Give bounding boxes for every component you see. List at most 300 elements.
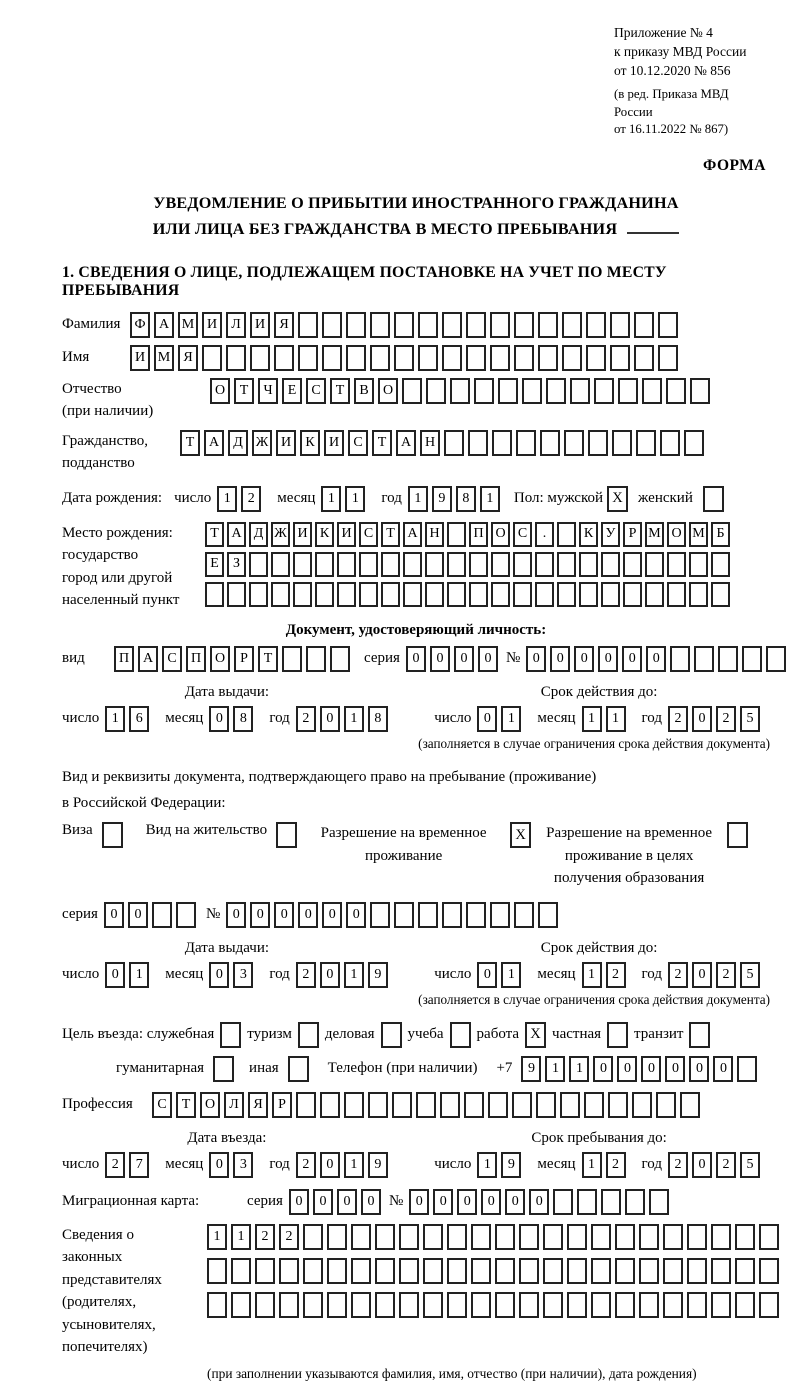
char-box[interactable] xyxy=(538,312,558,338)
char-box[interactable]: Ж xyxy=(271,522,290,547)
char-box[interactable]: А xyxy=(396,430,416,456)
char-box[interactable] xyxy=(337,552,356,577)
char-box[interactable] xyxy=(327,1292,347,1318)
char-box[interactable] xyxy=(519,1258,539,1284)
char-box[interactable] xyxy=(255,1292,275,1318)
char-box[interactable] xyxy=(579,552,598,577)
char-box[interactable] xyxy=(447,1224,467,1250)
char-box[interactable] xyxy=(623,552,642,577)
char-box[interactable]: 1 xyxy=(344,706,364,732)
char-box[interactable]: А xyxy=(403,522,422,547)
char-box[interactable]: 2 xyxy=(296,962,316,988)
char-box[interactable] xyxy=(689,552,708,577)
char-box[interactable]: М xyxy=(689,522,708,547)
char-box[interactable]: 1 xyxy=(582,1152,602,1178)
char-box[interactable]: 0 xyxy=(454,646,474,672)
char-box[interactable] xyxy=(351,1292,371,1318)
sex-female-checkbox[interactable] xyxy=(703,486,724,512)
char-box[interactable]: Р xyxy=(272,1092,292,1118)
char-box[interactable] xyxy=(447,582,466,607)
char-box[interactable] xyxy=(359,582,378,607)
char-box[interactable] xyxy=(399,1224,419,1250)
char-box[interactable]: 1 xyxy=(480,486,500,512)
char-box[interactable]: 2 xyxy=(255,1224,275,1250)
char-box[interactable] xyxy=(202,345,222,371)
char-box[interactable]: И xyxy=(202,312,222,338)
char-box[interactable]: 0 xyxy=(320,962,340,988)
char-box[interactable] xyxy=(474,378,494,404)
char-box[interactable]: Л xyxy=(224,1092,244,1118)
char-box[interactable]: П xyxy=(186,646,206,672)
char-box[interactable]: 1 xyxy=(545,1056,565,1082)
char-box[interactable] xyxy=(226,345,246,371)
char-box[interactable] xyxy=(293,582,312,607)
char-box[interactable] xyxy=(519,1224,539,1250)
char-box[interactable] xyxy=(567,1224,587,1250)
char-box[interactable]: З xyxy=(227,552,246,577)
char-box[interactable]: Л xyxy=(226,312,246,338)
char-box[interactable] xyxy=(645,552,664,577)
char-box[interactable]: 0 xyxy=(298,902,318,928)
char-box[interactable] xyxy=(577,1189,597,1215)
char-box[interactable] xyxy=(375,1224,395,1250)
char-box[interactable] xyxy=(315,552,334,577)
char-box[interactable] xyxy=(271,582,290,607)
char-box[interactable] xyxy=(495,1292,515,1318)
char-box[interactable] xyxy=(689,582,708,607)
char-box[interactable] xyxy=(667,552,686,577)
char-box[interactable]: Р xyxy=(234,646,254,672)
char-box[interactable] xyxy=(403,582,422,607)
char-box[interactable] xyxy=(514,902,534,928)
char-box[interactable] xyxy=(564,430,584,456)
char-box[interactable] xyxy=(176,902,196,928)
char-box[interactable]: 2 xyxy=(241,486,261,512)
char-box[interactable]: 5 xyxy=(740,1152,760,1178)
char-box[interactable] xyxy=(394,345,414,371)
char-box[interactable] xyxy=(351,1224,371,1250)
char-box[interactable]: 0 xyxy=(713,1056,733,1082)
char-box[interactable] xyxy=(303,1292,323,1318)
char-box[interactable]: О xyxy=(378,378,398,404)
char-box[interactable] xyxy=(471,1224,491,1250)
char-box[interactable] xyxy=(759,1224,779,1250)
char-box[interactable] xyxy=(557,522,576,547)
char-box[interactable] xyxy=(440,1092,460,1118)
char-box[interactable]: Т xyxy=(234,378,254,404)
char-box[interactable] xyxy=(610,345,630,371)
char-box[interactable] xyxy=(557,552,576,577)
char-box[interactable]: 1 xyxy=(207,1224,227,1250)
char-box[interactable] xyxy=(690,378,710,404)
char-box[interactable] xyxy=(588,430,608,456)
char-box[interactable] xyxy=(608,1092,628,1118)
char-box[interactable]: 2 xyxy=(668,962,688,988)
char-box[interactable] xyxy=(567,1292,587,1318)
char-box[interactable]: В xyxy=(354,378,374,404)
char-box[interactable]: О xyxy=(491,522,510,547)
char-box[interactable] xyxy=(711,1292,731,1318)
char-box[interactable] xyxy=(425,582,444,607)
char-box[interactable] xyxy=(327,1224,347,1250)
char-box[interactable] xyxy=(442,902,462,928)
char-box[interactable]: 1 xyxy=(321,486,341,512)
char-box[interactable] xyxy=(601,1189,621,1215)
char-box[interactable]: 1 xyxy=(217,486,237,512)
char-box[interactable]: И xyxy=(337,522,356,547)
char-box[interactable] xyxy=(735,1292,755,1318)
char-box[interactable] xyxy=(351,1258,371,1284)
char-box[interactable]: О xyxy=(210,646,230,672)
char-box[interactable]: 2 xyxy=(606,1152,626,1178)
char-box[interactable]: 2 xyxy=(296,1152,316,1178)
char-box[interactable] xyxy=(490,902,510,928)
char-box[interactable] xyxy=(615,1258,635,1284)
char-box[interactable] xyxy=(514,312,534,338)
purpose-official-checkbox[interactable] xyxy=(220,1022,241,1048)
char-box[interactable] xyxy=(227,582,246,607)
char-box[interactable] xyxy=(663,1258,683,1284)
char-box[interactable] xyxy=(303,1224,323,1250)
char-box[interactable] xyxy=(394,312,414,338)
char-box[interactable]: О xyxy=(210,378,230,404)
char-box[interactable] xyxy=(344,1092,364,1118)
char-box[interactable] xyxy=(570,378,590,404)
char-box[interactable]: Ж xyxy=(252,430,272,456)
char-box[interactable] xyxy=(320,1092,340,1118)
char-box[interactable]: 2 xyxy=(716,1152,736,1178)
char-box[interactable] xyxy=(444,430,464,456)
char-box[interactable]: 0 xyxy=(361,1189,381,1215)
char-box[interactable] xyxy=(666,378,686,404)
char-box[interactable] xyxy=(543,1292,563,1318)
char-box[interactable]: Ф xyxy=(130,312,150,338)
char-box[interactable] xyxy=(660,430,680,456)
char-box[interactable]: 0 xyxy=(505,1189,525,1215)
char-box[interactable] xyxy=(639,1258,659,1284)
char-box[interactable]: О xyxy=(667,522,686,547)
char-box[interactable]: М xyxy=(645,522,664,547)
char-box[interactable]: С xyxy=(359,522,378,547)
char-box[interactable]: И xyxy=(250,312,270,338)
edu-residence-checkbox[interactable] xyxy=(727,822,748,848)
char-box[interactable]: К xyxy=(300,430,320,456)
char-box[interactable] xyxy=(425,552,444,577)
sex-male-checkbox[interactable]: X xyxy=(607,486,628,512)
char-box[interactable]: 1 xyxy=(408,486,428,512)
char-box[interactable]: 1 xyxy=(582,962,602,988)
char-box[interactable] xyxy=(667,582,686,607)
char-box[interactable]: 0 xyxy=(692,706,712,732)
char-box[interactable] xyxy=(562,345,582,371)
char-box[interactable]: 0 xyxy=(406,646,426,672)
char-box[interactable] xyxy=(639,1224,659,1250)
char-box[interactable] xyxy=(403,552,422,577)
char-box[interactable] xyxy=(423,1224,443,1250)
char-box[interactable] xyxy=(591,1224,611,1250)
char-box[interactable] xyxy=(249,582,268,607)
char-box[interactable]: 0 xyxy=(128,902,148,928)
char-box[interactable] xyxy=(249,552,268,577)
char-box[interactable] xyxy=(450,378,470,404)
char-box[interactable] xyxy=(642,378,662,404)
char-box[interactable] xyxy=(279,1258,299,1284)
char-box[interactable] xyxy=(306,646,326,672)
char-box[interactable]: Н xyxy=(425,522,444,547)
char-box[interactable]: Н xyxy=(420,430,440,456)
purpose-tourism-checkbox[interactable] xyxy=(298,1022,319,1048)
char-box[interactable] xyxy=(649,1189,669,1215)
char-box[interactable] xyxy=(330,646,350,672)
char-box[interactable]: А xyxy=(154,312,174,338)
char-box[interactable]: 0 xyxy=(622,646,642,672)
char-box[interactable] xyxy=(322,345,342,371)
char-box[interactable] xyxy=(658,345,678,371)
char-box[interactable]: 0 xyxy=(689,1056,709,1082)
char-box[interactable]: 9 xyxy=(521,1056,541,1082)
char-box[interactable] xyxy=(535,552,554,577)
char-box[interactable] xyxy=(513,582,532,607)
char-box[interactable] xyxy=(718,646,738,672)
char-box[interactable]: 2 xyxy=(716,962,736,988)
purpose-transit-checkbox[interactable] xyxy=(689,1022,710,1048)
char-box[interactable]: 0 xyxy=(692,962,712,988)
char-box[interactable] xyxy=(426,378,446,404)
char-box[interactable] xyxy=(615,1224,635,1250)
char-box[interactable] xyxy=(543,1224,563,1250)
char-box[interactable]: 0 xyxy=(320,1152,340,1178)
char-box[interactable] xyxy=(447,552,466,577)
char-box[interactable] xyxy=(694,646,714,672)
char-box[interactable]: 1 xyxy=(105,706,125,732)
char-box[interactable]: 8 xyxy=(368,706,388,732)
char-box[interactable]: 0 xyxy=(209,1152,229,1178)
char-box[interactable]: Р xyxy=(623,522,642,547)
char-box[interactable] xyxy=(670,646,690,672)
char-box[interactable]: 1 xyxy=(606,706,626,732)
char-box[interactable]: Т xyxy=(330,378,350,404)
char-box[interactable]: 9 xyxy=(368,1152,388,1178)
char-box[interactable]: 0 xyxy=(617,1056,637,1082)
char-box[interactable]: 8 xyxy=(456,486,476,512)
char-box[interactable] xyxy=(394,902,414,928)
char-box[interactable] xyxy=(375,1258,395,1284)
char-box[interactable]: С xyxy=(152,1092,172,1118)
char-box[interactable] xyxy=(418,312,438,338)
char-box[interactable] xyxy=(205,582,224,607)
char-box[interactable]: Ч xyxy=(258,378,278,404)
char-box[interactable] xyxy=(684,430,704,456)
char-box[interactable] xyxy=(560,1092,580,1118)
char-box[interactable] xyxy=(625,1189,645,1215)
char-box[interactable]: 0 xyxy=(430,646,450,672)
char-box[interactable]: С xyxy=(348,430,368,456)
char-box[interactable] xyxy=(591,1292,611,1318)
char-box[interactable] xyxy=(562,312,582,338)
char-box[interactable]: 2 xyxy=(668,706,688,732)
char-box[interactable]: 0 xyxy=(313,1189,333,1215)
char-box[interactable] xyxy=(601,582,620,607)
char-box[interactable] xyxy=(535,582,554,607)
char-box[interactable] xyxy=(231,1258,251,1284)
char-box[interactable] xyxy=(584,1092,604,1118)
temp-residence-checkbox[interactable]: X xyxy=(510,822,531,848)
char-box[interactable]: 2 xyxy=(606,962,626,988)
char-box[interactable] xyxy=(495,1224,515,1250)
char-box[interactable]: 0 xyxy=(692,1152,712,1178)
char-box[interactable] xyxy=(519,1292,539,1318)
char-box[interactable] xyxy=(594,378,614,404)
char-box[interactable]: 0 xyxy=(346,902,366,928)
char-box[interactable] xyxy=(402,378,422,404)
char-box[interactable] xyxy=(735,1258,755,1284)
char-box[interactable]: 0 xyxy=(481,1189,501,1215)
char-box[interactable]: 0 xyxy=(477,962,497,988)
char-box[interactable] xyxy=(346,345,366,371)
char-box[interactable]: 0 xyxy=(665,1056,685,1082)
char-box[interactable] xyxy=(447,522,466,547)
char-box[interactable] xyxy=(207,1292,227,1318)
char-box[interactable] xyxy=(586,312,606,338)
char-box[interactable] xyxy=(447,1292,467,1318)
char-box[interactable] xyxy=(610,312,630,338)
char-box[interactable] xyxy=(656,1092,676,1118)
char-box[interactable] xyxy=(498,378,518,404)
char-box[interactable]: 0 xyxy=(574,646,594,672)
char-box[interactable]: 8 xyxy=(233,706,253,732)
char-box[interactable] xyxy=(442,345,462,371)
char-box[interactable]: 2 xyxy=(279,1224,299,1250)
char-box[interactable] xyxy=(423,1292,443,1318)
char-box[interactable] xyxy=(464,1092,484,1118)
char-box[interactable] xyxy=(711,1224,731,1250)
char-box[interactable] xyxy=(711,552,730,577)
char-box[interactable] xyxy=(418,345,438,371)
char-box[interactable]: Я xyxy=(178,345,198,371)
char-box[interactable]: 5 xyxy=(740,962,760,988)
char-box[interactable]: У xyxy=(601,522,620,547)
purpose-private-checkbox[interactable] xyxy=(607,1022,628,1048)
char-box[interactable] xyxy=(399,1292,419,1318)
purpose-humanitarian-checkbox[interactable] xyxy=(213,1056,234,1082)
char-box[interactable]: 0 xyxy=(250,902,270,928)
char-box[interactable]: 1 xyxy=(582,706,602,732)
char-box[interactable] xyxy=(663,1224,683,1250)
char-box[interactable] xyxy=(303,1258,323,1284)
char-box[interactable] xyxy=(370,345,390,371)
char-box[interactable] xyxy=(279,1292,299,1318)
char-box[interactable] xyxy=(553,1189,573,1215)
char-box[interactable]: Я xyxy=(248,1092,268,1118)
char-box[interactable]: Е xyxy=(205,552,224,577)
char-box[interactable]: 1 xyxy=(501,706,521,732)
char-box[interactable]: 0 xyxy=(526,646,546,672)
char-box[interactable] xyxy=(516,430,536,456)
char-box[interactable]: О xyxy=(200,1092,220,1118)
char-box[interactable] xyxy=(658,312,678,338)
char-box[interactable] xyxy=(315,582,334,607)
char-box[interactable] xyxy=(375,1292,395,1318)
char-box[interactable]: М xyxy=(178,312,198,338)
char-box[interactable]: 9 xyxy=(432,486,452,512)
char-box[interactable] xyxy=(418,902,438,928)
char-box[interactable] xyxy=(490,345,510,371)
char-box[interactable] xyxy=(447,1258,467,1284)
char-box[interactable] xyxy=(282,646,302,672)
char-box[interactable] xyxy=(469,552,488,577)
char-box[interactable]: 9 xyxy=(368,962,388,988)
char-box[interactable]: 0 xyxy=(209,706,229,732)
char-box[interactable]: Д xyxy=(228,430,248,456)
char-box[interactable] xyxy=(663,1292,683,1318)
char-box[interactable]: 5 xyxy=(740,706,760,732)
char-box[interactable]: 0 xyxy=(209,962,229,988)
char-box[interactable]: . xyxy=(535,522,554,547)
char-box[interactable]: 0 xyxy=(646,646,666,672)
char-box[interactable] xyxy=(536,1092,556,1118)
char-box[interactable] xyxy=(538,902,558,928)
char-box[interactable] xyxy=(742,646,762,672)
char-box[interactable] xyxy=(423,1258,443,1284)
char-box[interactable] xyxy=(337,582,356,607)
char-box[interactable]: Т xyxy=(180,430,200,456)
char-box[interactable] xyxy=(540,430,560,456)
char-box[interactable] xyxy=(322,312,342,338)
visa-checkbox[interactable] xyxy=(102,822,123,848)
char-box[interactable] xyxy=(543,1258,563,1284)
char-box[interactable]: С xyxy=(306,378,326,404)
char-box[interactable] xyxy=(327,1258,347,1284)
char-box[interactable] xyxy=(346,312,366,338)
char-box[interactable]: И xyxy=(293,522,312,547)
char-box[interactable]: 0 xyxy=(337,1189,357,1215)
char-box[interactable] xyxy=(514,345,534,371)
char-box[interactable]: 3 xyxy=(233,962,253,988)
char-box[interactable] xyxy=(591,1258,611,1284)
char-box[interactable]: 0 xyxy=(104,902,124,928)
char-box[interactable] xyxy=(469,582,488,607)
title-blank-line[interactable] xyxy=(627,221,679,234)
purpose-study-checkbox[interactable] xyxy=(450,1022,471,1048)
char-box[interactable] xyxy=(466,902,486,928)
char-box[interactable] xyxy=(737,1056,757,1082)
char-box[interactable] xyxy=(759,1258,779,1284)
char-box[interactable] xyxy=(687,1292,707,1318)
char-box[interactable] xyxy=(491,582,510,607)
char-box[interactable] xyxy=(711,1258,731,1284)
char-box[interactable] xyxy=(546,378,566,404)
char-box[interactable] xyxy=(687,1224,707,1250)
char-box[interactable]: 0 xyxy=(641,1056,661,1082)
char-box[interactable]: 1 xyxy=(344,962,364,988)
char-box[interactable]: 9 xyxy=(501,1152,521,1178)
char-box[interactable]: 1 xyxy=(344,1152,364,1178)
char-box[interactable] xyxy=(231,1292,251,1318)
char-box[interactable]: П xyxy=(469,522,488,547)
char-box[interactable] xyxy=(296,1092,316,1118)
char-box[interactable]: 0 xyxy=(598,646,618,672)
char-box[interactable] xyxy=(381,582,400,607)
char-box[interactable]: Т xyxy=(176,1092,196,1118)
char-box[interactable]: 0 xyxy=(226,902,246,928)
char-box[interactable] xyxy=(416,1092,436,1118)
char-box[interactable] xyxy=(274,345,294,371)
char-box[interactable] xyxy=(488,1092,508,1118)
char-box[interactable] xyxy=(680,1092,700,1118)
char-box[interactable]: 0 xyxy=(322,902,342,928)
char-box[interactable] xyxy=(557,582,576,607)
char-box[interactable]: 0 xyxy=(289,1189,309,1215)
